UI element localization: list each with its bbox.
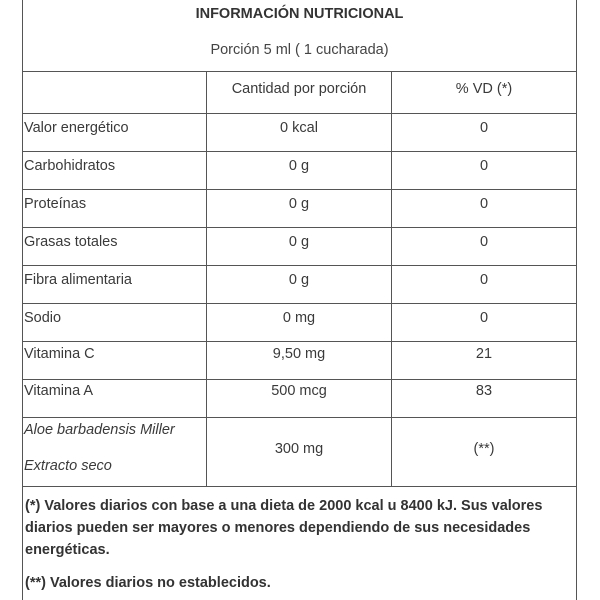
nutrient-dv	[391, 266, 576, 303]
nutrient-amount-text: 0 g	[288, 234, 310, 250]
nutrient-amount	[206, 342, 391, 379]
nutrient-dv-text: 21	[475, 346, 493, 362]
nutrient-name-text: Grasas totales	[24, 234, 118, 250]
nutrient-name	[23, 228, 206, 265]
nutrient-amount	[206, 228, 391, 265]
nutrient-dv-text: 0	[479, 272, 489, 288]
nutrient-name-text: Vitamina A	[24, 383, 94, 399]
nutrient-dv	[391, 228, 576, 265]
header-nutrient	[23, 72, 206, 113]
nutrient-name-text: Proteínas	[24, 196, 87, 212]
nutrient-dv	[391, 342, 576, 379]
table-row	[23, 152, 576, 190]
nutrient-amount-text: 0 mg	[282, 310, 316, 326]
extract-amount	[206, 418, 391, 486]
nutrient-amount-text: 0 g	[288, 196, 310, 212]
nutrient-dv	[391, 380, 576, 417]
nutrient-amount	[206, 114, 391, 151]
nutrient-name-text: Carbohidratos	[24, 158, 116, 174]
header-amount-label: Cantidad por porción	[231, 81, 367, 97]
nutrient-name	[23, 342, 206, 379]
nutrient-dv-text: 0	[479, 196, 489, 212]
serving-size: Porción 5 ml ( 1 cucharada)	[210, 42, 389, 58]
nutrient-amount	[206, 380, 391, 417]
nutrient-name-text: Fibra alimentaria	[24, 272, 132, 288]
extract-dv-text: (**)	[473, 441, 495, 457]
header-dv	[391, 72, 576, 113]
table-title: INFORMACIÓN NUTRICIONAL	[195, 6, 404, 22]
table-row	[23, 266, 576, 304]
extract-name	[23, 418, 206, 486]
header-amount	[206, 72, 391, 113]
extract-name-line2: Extracto seco	[24, 458, 112, 474]
nutrition-facts-table	[22, 0, 577, 600]
nutrient-dv	[391, 304, 576, 341]
nutrient-dv	[391, 152, 576, 189]
extract-amount-text: 300 mg	[274, 441, 324, 457]
nutrient-dv-text: 0	[479, 120, 489, 136]
nutrient-name-text: Vitamina C	[24, 346, 95, 362]
extract-dv	[391, 418, 576, 486]
nutrient-amount-text: 9,50 mg	[272, 346, 326, 362]
nutrient-amount-text: 0 kcal	[280, 120, 318, 136]
nutrient-amount-text: 0 g	[288, 158, 310, 174]
nutrient-dv-text: 0	[479, 310, 489, 326]
table-header-row	[23, 72, 576, 114]
table-row-extract	[23, 418, 576, 487]
nutrient-name-text: Sodio	[24, 310, 62, 326]
nutrient-amount-text: 500 mcg	[271, 383, 327, 399]
nutrient-amount	[206, 152, 391, 189]
nutrient-name	[23, 190, 206, 227]
nutrient-name	[23, 266, 206, 303]
header-dv-label: % VD (*)	[455, 81, 513, 97]
nutrient-name	[23, 380, 206, 417]
footnote-daily-values: (*) Valores diarios con base a una dieta de 2000 kcal u 8400 kJ. Sus valores diarios pueden ser mayores o menores dependiendo de sus necesidades energéticas.	[25, 498, 543, 558]
table-row	[23, 342, 576, 380]
nutrient-name	[23, 304, 206, 341]
nutrient-dv-text: 0	[479, 234, 489, 250]
nutrient-amount	[206, 266, 391, 303]
table-row	[23, 228, 576, 266]
footnote-not-established: (**) Valores diarios no establecidos.	[25, 575, 271, 591]
nutrient-dv	[391, 190, 576, 227]
table-title-row	[23, 0, 576, 72]
nutrient-amount	[206, 304, 391, 341]
nutrient-amount-text: 0 g	[288, 272, 310, 288]
extract-name-line1: Aloe barbadensis Miller	[24, 422, 175, 438]
table-row	[23, 190, 576, 228]
nutrient-dv-text: 0	[479, 158, 489, 174]
nutrient-name	[23, 114, 206, 151]
table-row	[23, 380, 576, 418]
table-row	[23, 304, 576, 342]
nutrient-name	[23, 152, 206, 189]
nutrient-name-text: Valor energético	[24, 120, 129, 136]
nutrient-dv-text: 83	[475, 383, 493, 399]
nutrient-dv	[391, 114, 576, 151]
nutrient-amount	[206, 190, 391, 227]
table-row	[23, 114, 576, 152]
